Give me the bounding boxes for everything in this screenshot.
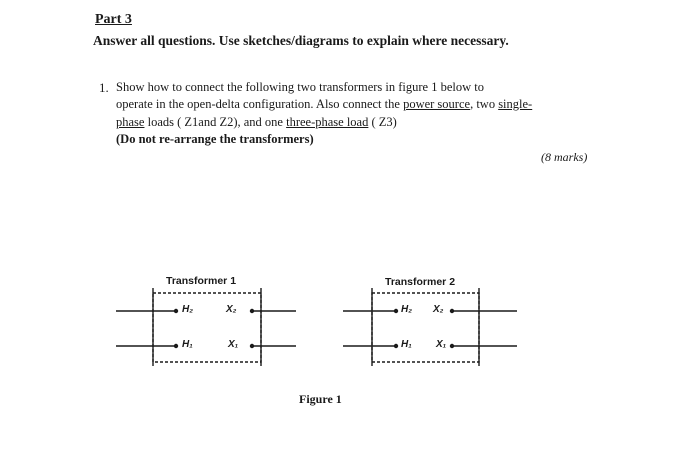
transformer-1-title: Transformer 1 [166,275,237,287]
transformer-2-box [372,293,479,362]
transformer-2-x2-dot [450,309,454,313]
question-note: (Do not re-arrange the transformers) [116,132,314,146]
instructions: Answer all questions. Use sketches/diagrams to explain where necessary. [93,33,509,48]
part-title: Part 3 [95,12,132,27]
transformer-2-x1-label: X₁ [436,339,447,350]
question-line-1: Show how to connect the following two transformers in figure 1 below to [116,80,484,94]
transformer-2-x2-label: X₂ [433,304,444,315]
question-line-2-mid: , two [470,97,499,111]
question-number: 1. [99,80,109,95]
transformer-1-x1-dot [250,344,254,348]
transformer-1-h1-label: H₁ [182,339,193,350]
power-source-term: power source [403,97,471,111]
transformer-2-h1-dot [394,344,398,348]
transformer-1-x1-label: X₁ [228,339,239,350]
transformer-1-x2-label: X₂ [226,304,237,315]
three-phase-load-term: three-phase load [286,115,369,129]
transformer-1-h1-dot [174,344,178,348]
single-term: single- [498,97,533,111]
transformer-1-box [153,293,261,362]
transformer-1-h2-label: H₂ [182,304,194,315]
marks-label: (8 marks) [541,150,588,164]
question-line-2-prefix: operate in the open-delta configuration. Also connect the [116,97,404,111]
transformer-1-x2-dot [250,309,254,313]
transformer-1-h2-dot [174,309,178,313]
transformer-2-x1-dot [450,344,454,348]
question-line-3-end: ( Z3) [368,115,397,129]
transformer-2-h1-label: H₁ [401,339,412,350]
transformer-2-h2-label: H₂ [401,304,413,315]
question-line-3-mid: loads ( Z1and Z2), and one [144,115,287,129]
transformer-2-title: Transformer 2 [385,276,456,288]
phase-term: phase [116,115,145,129]
transformer-2-h2-dot [394,309,398,313]
figure-caption: Figure 1 [299,392,342,406]
